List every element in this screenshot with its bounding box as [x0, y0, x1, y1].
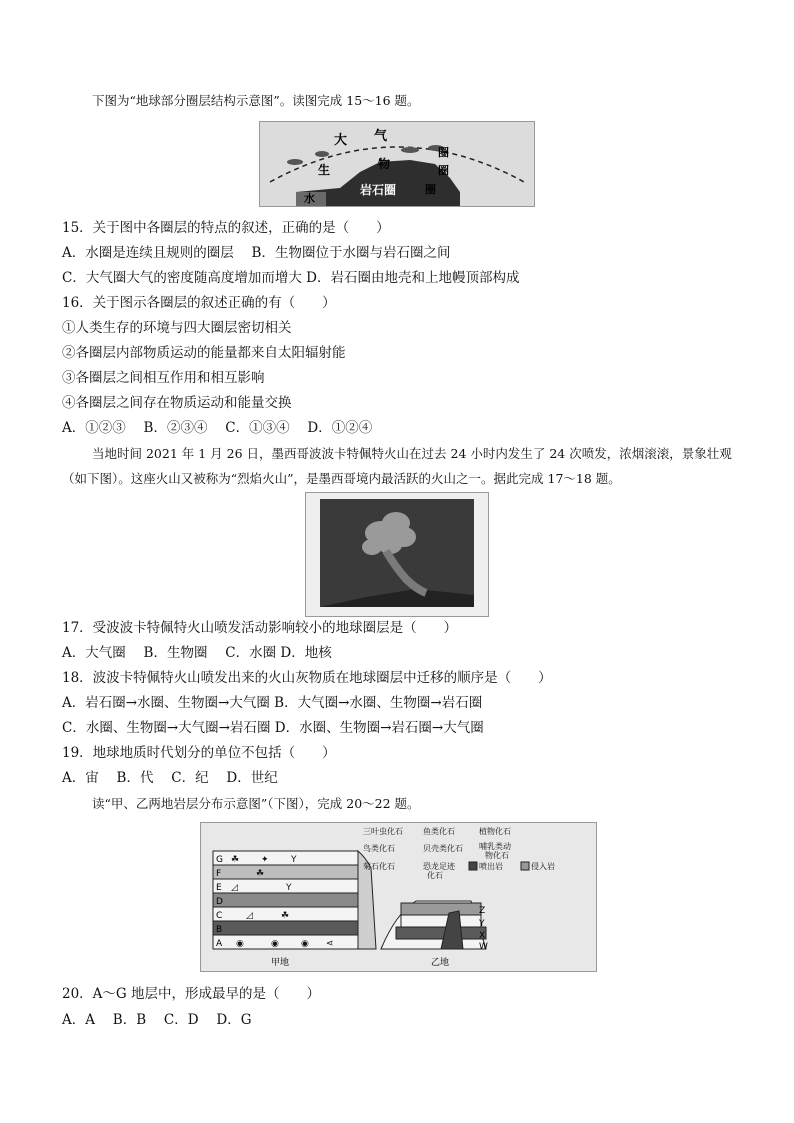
q18-options-row1: A．岩石圈→水圈、生物圈→大气圈 B．大气圈→水圈、生物圈→岩石圈	[62, 695, 483, 711]
q15-options-row1: A．水圈是连续且规则的圈层 B．生物圈位于水圈与岩石圈之间	[62, 245, 451, 261]
label-jia: 甲地	[271, 958, 290, 968]
label-quan-1: 圈	[438, 146, 449, 159]
label-qi: 气	[374, 129, 388, 144]
svg-text:☘: ☘	[281, 911, 290, 921]
layer-label-g: G	[216, 855, 223, 865]
layer-label-x: X	[479, 931, 486, 941]
svg-text:◿: ◿	[231, 883, 238, 893]
legend-mammal-2: 物化石	[485, 851, 509, 860]
layer-label-c: C	[216, 911, 223, 921]
svg-text:⋖: ⋖	[326, 939, 334, 949]
label-quan-2: 圈	[438, 164, 449, 177]
q16-item-1: ①人类生存的环境与四大圈层密切相关	[62, 320, 292, 336]
legend-dino-1: 恐龙足迹	[423, 862, 455, 871]
layer-label-b: B	[216, 925, 223, 935]
svg-text:◉: ◉	[301, 939, 309, 949]
q20-stem: 20．A～G 地层中，形成最早的是（ ）	[62, 986, 321, 1002]
svg-text:◿: ◿	[246, 911, 253, 921]
legend-shell: 贝壳类化石	[423, 844, 463, 853]
layer-label-y: Y	[479, 919, 485, 929]
q16-item-4: ④各圈层之间存在物质运动和能量交换	[62, 395, 292, 411]
label-yanshiquan: 岩石圈	[360, 183, 397, 197]
q18-options-row2: C．水圈、生物圈→大气圈→岩石圈 D．水圈、生物圈→岩石圈→大气圈	[62, 720, 484, 736]
layer-label-d: D	[216, 897, 223, 907]
q16-stem: 16．关于图示各圈层的叙述正确的有（ ）	[62, 295, 336, 311]
svg-text:Y: Y	[286, 883, 292, 893]
label-quan-3: 圈	[425, 183, 436, 196]
legend-mammal-1: 哺乳类动	[479, 842, 511, 851]
svg-text:◉: ◉	[236, 939, 244, 949]
svg-text:Y: Y	[291, 855, 297, 865]
intro-20-22: 读“甲、乙两地岩层分布示意图”（下图），完成 20～22 题。	[92, 796, 420, 811]
legend-ammonite: 菊石化石	[363, 862, 395, 871]
earth-spheres-diagram	[260, 122, 534, 206]
intro-17-18: 当地时间 2021 年 1 月 26 日，墨西哥波波卡特佩特火山在过去 24 小时内发生了 24 次喷发，浓烟滚滚，景象壮观（如下图）。这座火山又被称为“烈焰火山”，是墨西哥境内最活跃的火山之一。据此完成 17～18 题。	[62, 446, 732, 486]
legend-dino-2: 化石	[427, 871, 443, 880]
q15-stem: 15．关于图中各圈层的特点的叙述，正确的是（ ）	[62, 220, 390, 236]
legend-bird: 鸟类化石	[363, 844, 395, 853]
layer-label-e: E	[216, 883, 222, 893]
q16-item-3: ③各圈层之间相互作用和相互影响	[62, 370, 265, 386]
layer-label-a: A	[216, 939, 223, 949]
legend-trilobite: 三叶虫化石	[363, 827, 403, 836]
rock-strata-figure	[200, 822, 597, 972]
q17-stem: 17．受波波卡特佩特火山喷发活动影响较小的地球圈层是（ ）	[62, 620, 458, 636]
legend-plant: 植物化石	[479, 827, 511, 836]
svg-text:✦: ✦	[261, 855, 269, 865]
legend-lava: 喷出岩	[479, 862, 503, 871]
svg-text:☘: ☘	[231, 855, 240, 865]
volcano-photo	[305, 492, 489, 617]
label-wu: 物	[378, 157, 391, 171]
svg-text:◉: ◉	[271, 939, 279, 949]
jia-strata	[213, 851, 376, 949]
legend-fish: 鱼类化石	[423, 827, 455, 836]
layer-label-f: F	[216, 869, 222, 879]
label-da: 大	[334, 133, 348, 148]
q16-item-2: ②各圈层内部物质运动的能量都来自太阳辐射能	[62, 345, 346, 361]
rock-strata-diagram	[201, 823, 596, 971]
q15-options-row2: C．大气圈大气的密度随高度增加而增大 D．岩石圈由地壳和上地幔顶部构成	[62, 270, 520, 286]
label-sheng: 生	[318, 163, 331, 177]
label-shui: 水	[304, 192, 315, 205]
q19-stem: 19．地球地质时代划分的单位不包括（ ）	[62, 745, 336, 761]
intro-15-16: 下图为“地球部分圈层结构示意图”。读图完成 15～16 题。	[92, 93, 420, 108]
q20-options: A．A B．B C．D D．G	[62, 1012, 252, 1028]
layer-label-z: Z	[479, 906, 486, 916]
q18-stem: 18．波波卡特佩特火山喷发出来的火山灰物质在地球圈层中迁移的顺序是（ ）	[62, 670, 552, 686]
q17-options: A．大气圈 B．生物圈 C．水圈 D．地核	[62, 645, 332, 661]
q19-options: A．宙 B．代 C．纪 D．世纪	[62, 770, 278, 786]
q16-options: A．①②③ B．②③④ C．①③④ D．①②④	[62, 420, 373, 436]
svg-text:☘: ☘	[256, 869, 265, 879]
layer-label-w: W	[479, 942, 488, 952]
earth-spheres-figure	[259, 121, 535, 207]
legend-intrusive: 侵入岩	[531, 862, 555, 871]
label-yi: 乙地	[431, 958, 450, 968]
volcano-eruption-image	[306, 493, 488, 616]
